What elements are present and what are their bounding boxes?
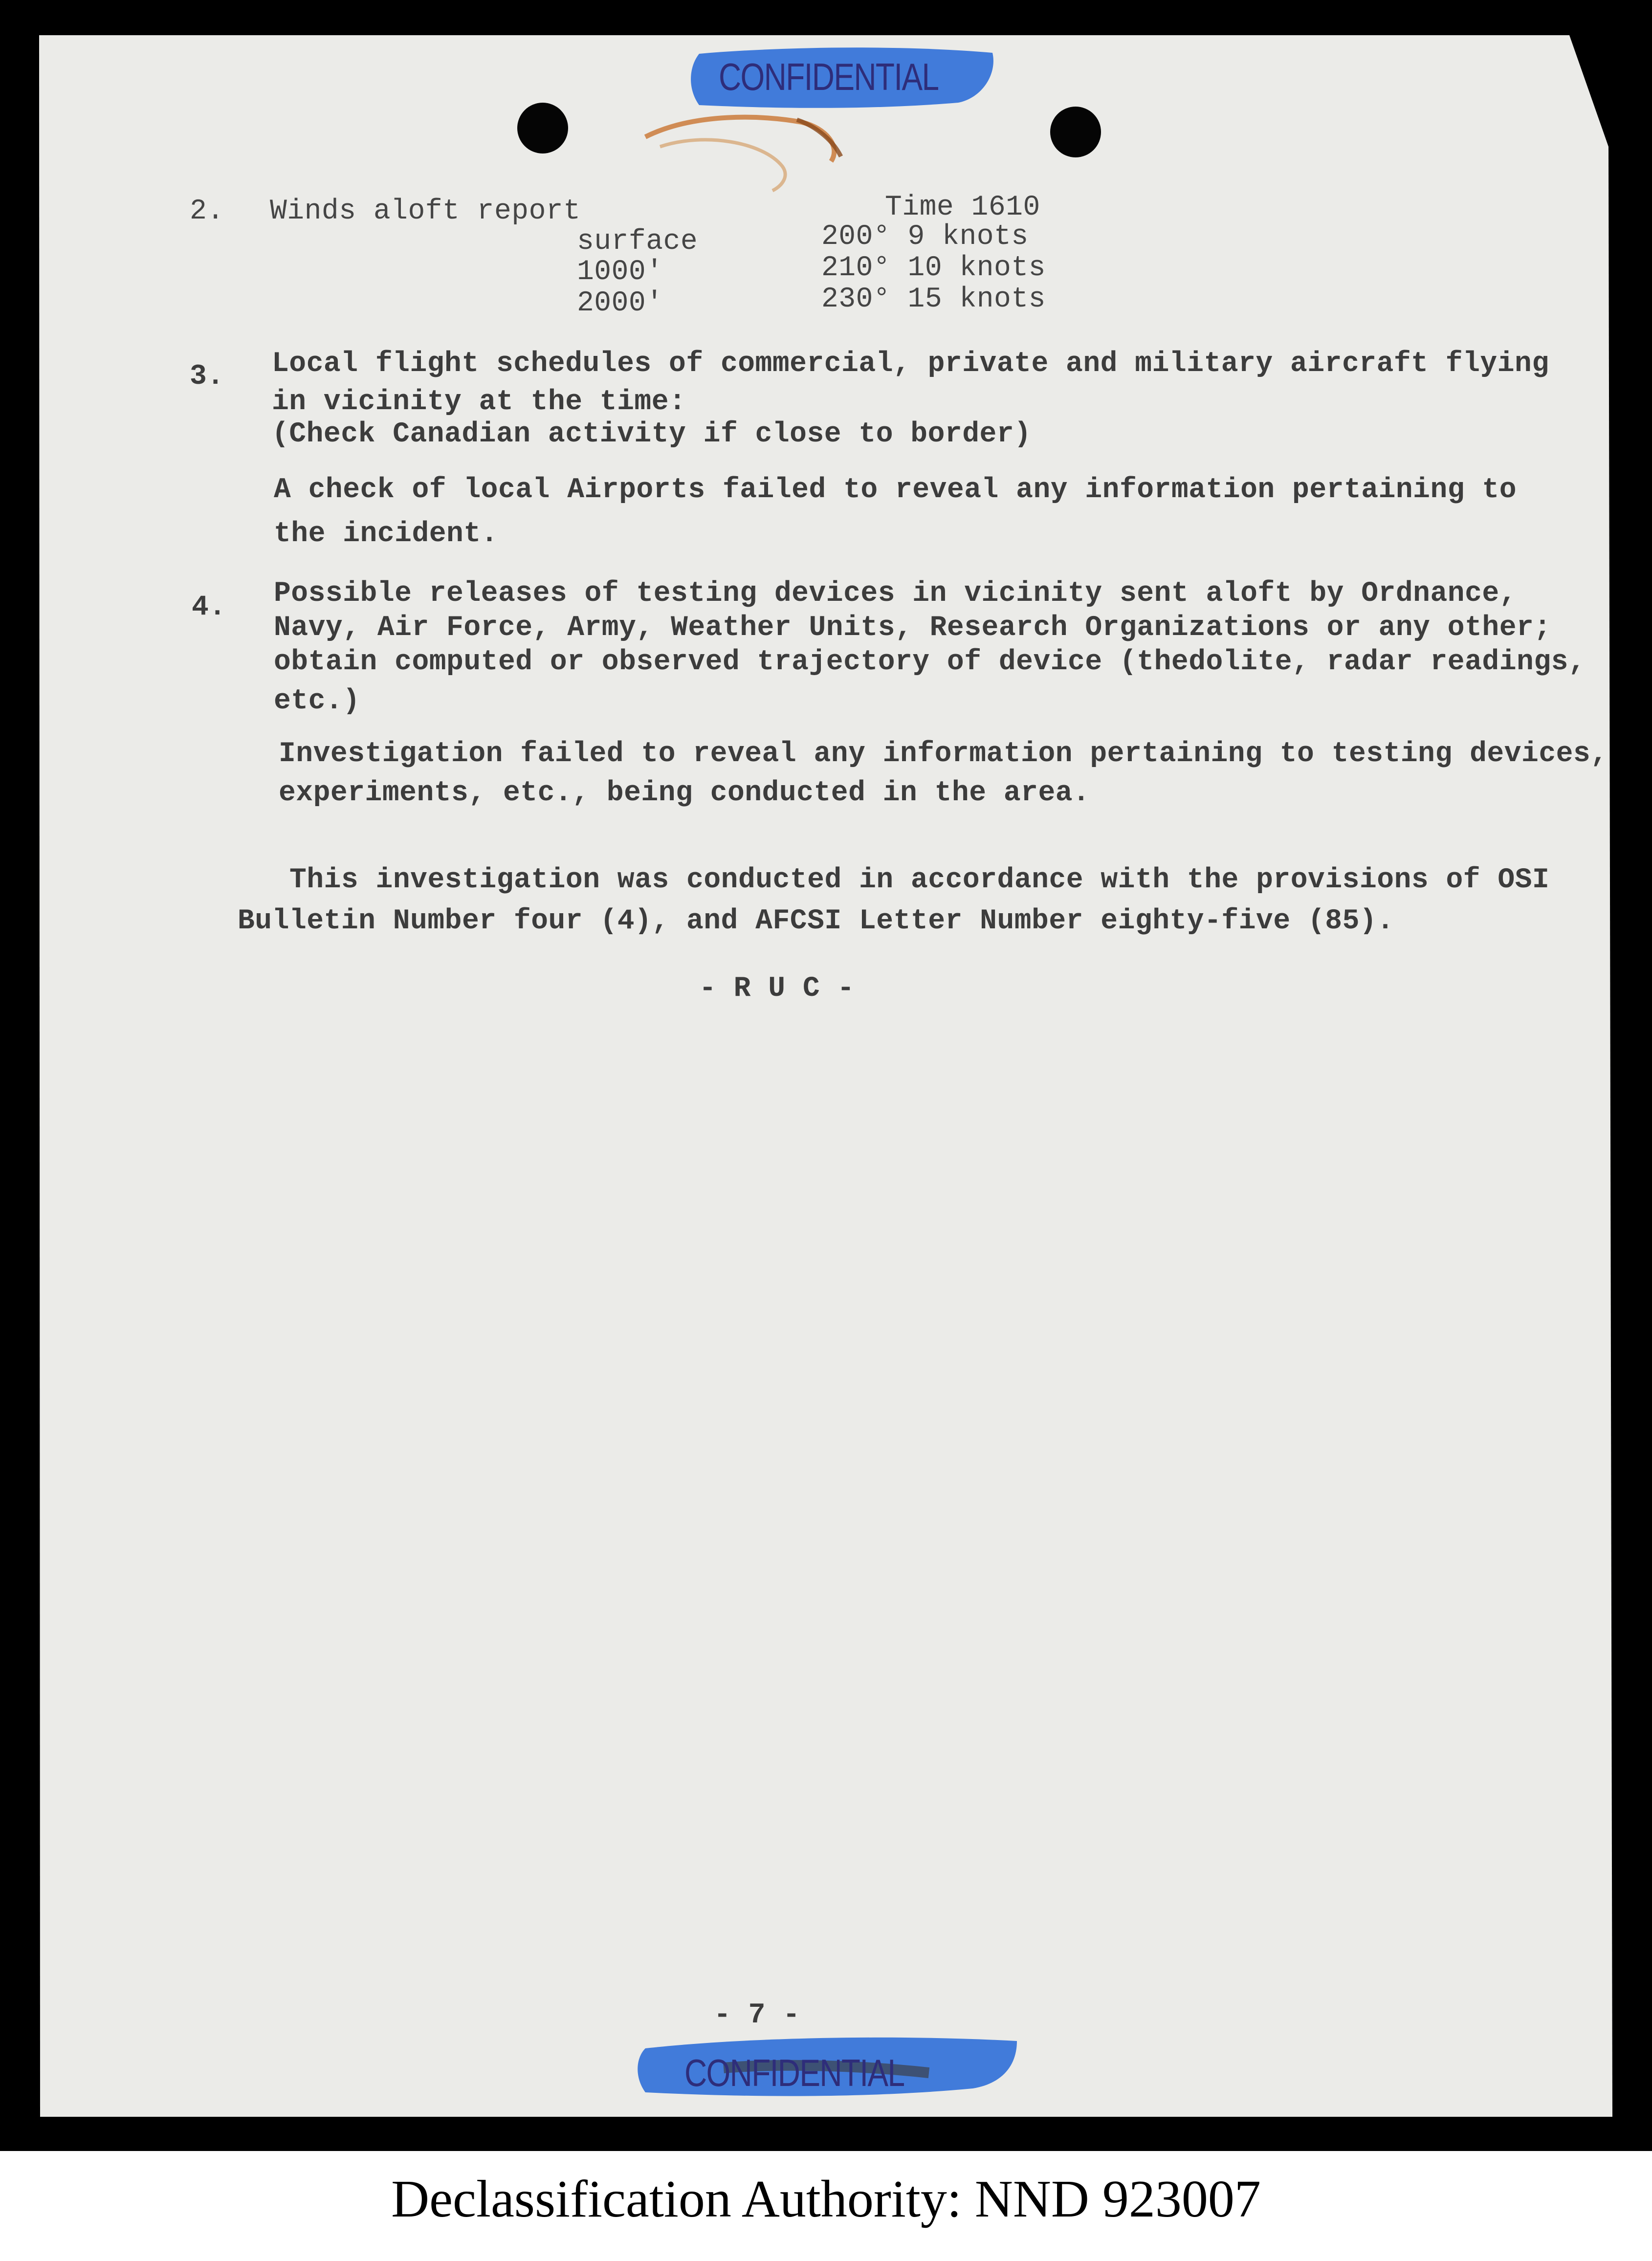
page-number: - 7 - [714,1999,800,2031]
section-3-finding: the incident. [274,518,498,550]
wind-row-reading: 210° 10 knots [821,252,1046,284]
section-4-line: Possible releases of testing devices in vicinity sent aloft by Ordnance, [274,578,1517,610]
section-4-number: 4. [192,592,226,623]
winds-time-label: Time 1610 [885,192,1040,223]
wind-row-altitude: surface [577,226,698,258]
section-3-line: in vicinity at the time: [272,386,686,418]
wind-row-reading: 200° 9 knots [821,221,1029,253]
section-3-line: (Check Canadian activity if close to border) [272,418,1032,450]
section-3-finding: A check of local Airports failed to reveal any information pertaining to [274,474,1517,506]
wind-row-altitude: 1000' [577,256,663,288]
section-4-line: Navy, Air Force, Army, Weather Units, Research Organizations or any other; [274,612,1551,644]
section-3-line: Local flight schedules of commercial, private and military aircraft flying [272,348,1549,380]
confidential-stamp-bottom: CONFIDENTIAL [684,2051,904,2094]
section-4-line: etc.) [274,685,360,717]
section-3-number: 3. [190,361,224,393]
section-4-finding: Investigation failed to reveal any information pertaining to testing devices, [279,738,1608,770]
wind-row-altitude: 2000' [577,287,663,319]
section-2-number: 2. [190,196,224,227]
closing-line: Bulletin Number four (4), and AFCSI Letter Number eighty-five (85). [238,905,1394,937]
punch-hole-right [1050,107,1101,157]
paper-surface [39,35,1612,2117]
section-2-title: Winds aloft report [270,196,581,227]
section-4-line: obtain computed or observed trajectory of device (thedolite, radar readings, [274,646,1586,678]
declassification-caption: Declassification Authority: NND 923007 [391,2170,1261,2228]
ruc-marker: - R U C - [699,973,855,1005]
confidential-stamp-top: CONFIDENTIAL [719,55,939,98]
punch-hole-left [517,103,568,154]
section-4-finding: experiments, etc., being conducted in the area. [279,777,1090,809]
wind-row-reading: 230° 15 knots [821,284,1046,315]
closing-line: This investigation was conducted in accordance with the provisions of OSI [289,864,1550,896]
